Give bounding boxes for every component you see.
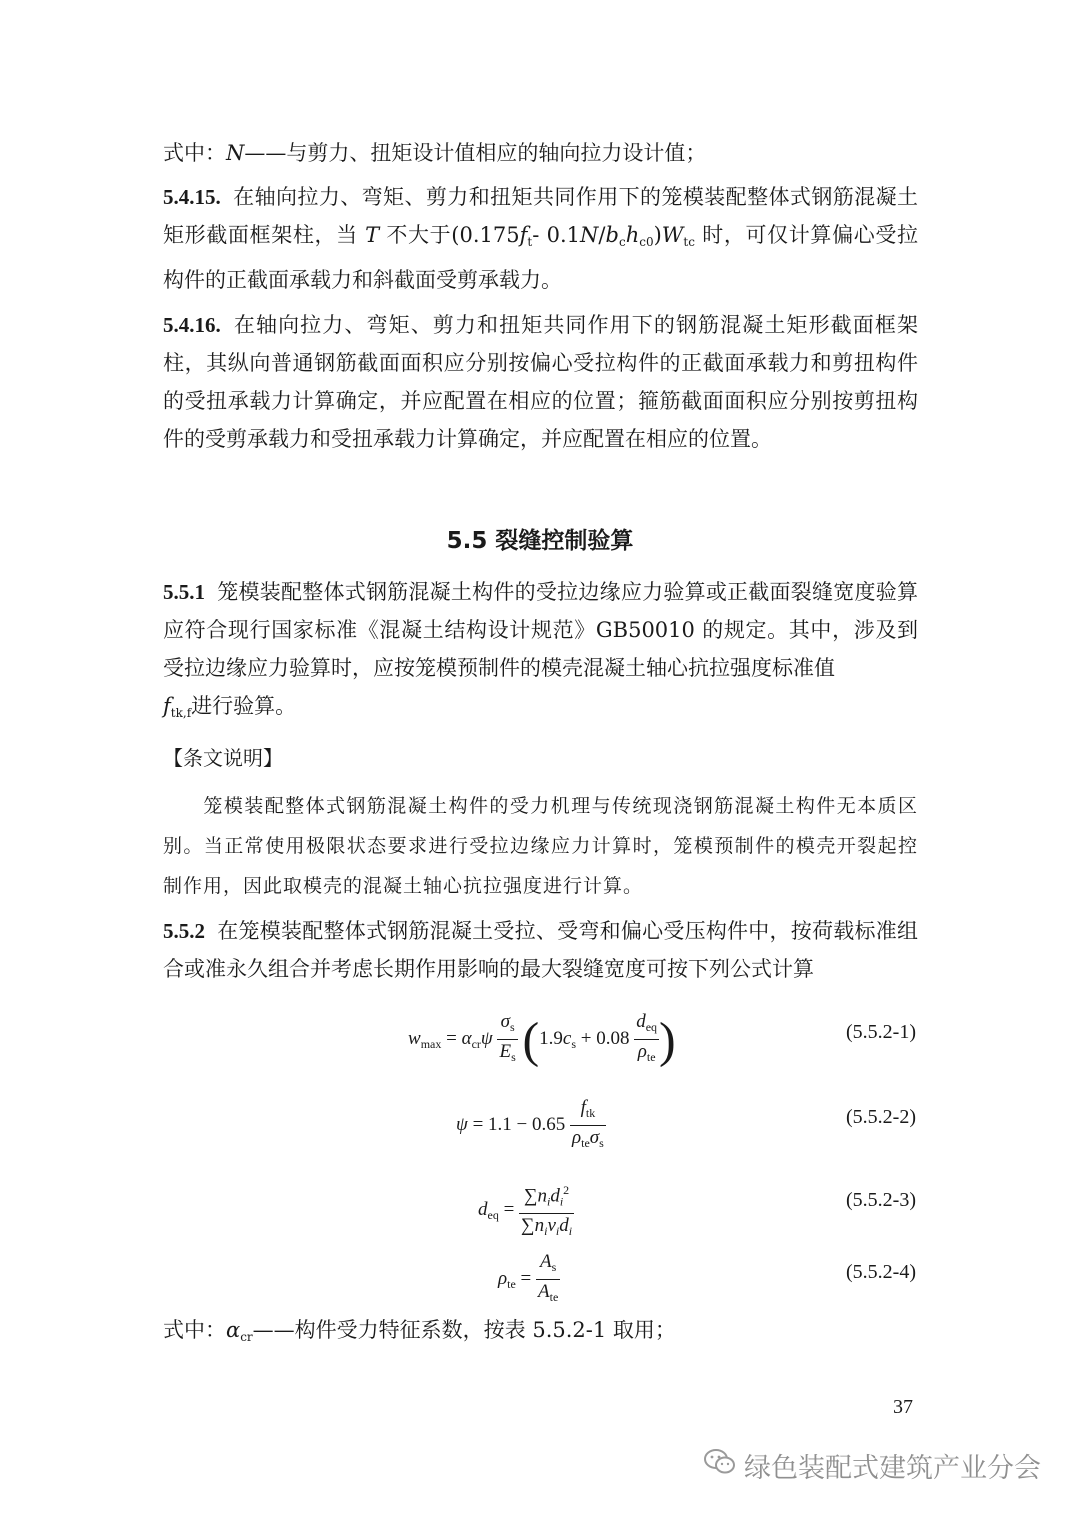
clause-5-4-15 xyxy=(163,178,918,299)
clause-5-4-16 xyxy=(163,306,918,458)
clause-number: 5.5.1 xyxy=(163,580,205,604)
watermark-text: 绿色装配式建筑产业分会 xyxy=(744,1453,1041,1484)
clause-text: 在轴向拉力、弯矩、剪力和扭矩共同作用下的钢筋混凝土矩形截面框架柱，其纵向普通钢筋截面面积应分别按偏心受拉构件的正截面承载力和剪扭构件的受扭承载力计算确定，并应配置在相应的位置；箍筋截面面积应分别按剪扭构件的受剪承载力和受扭承载力计算确定，并应配置在相应的位置。 xyxy=(163,313,918,451)
clause-number: 5.5.2 xyxy=(163,919,205,943)
note-body xyxy=(163,786,918,906)
clause-number: 5.4.16. xyxy=(163,313,221,337)
section-title: 5.5 裂缝控制验算 xyxy=(446,528,634,554)
formula-note-N: 式中：N——与剪力、扭矩设计值相应的轴向拉力设计值； xyxy=(163,141,707,165)
page-number: 37 xyxy=(893,1396,913,1418)
equation-number: (5.5.2-2) xyxy=(846,1106,916,1128)
note-text: 笼模装配整体式钢筋混凝土构件的受力机理与传统现浇钢筋混凝土构件无本质区别。当正常使用极限状态要求进行受拉边缘应力计算时，笼模预制件的模壳开裂起控制作用，因此取模壳的混凝土轴心抗拉强度进行计算。 xyxy=(163,795,918,897)
clause-5-5-2 xyxy=(163,912,918,988)
note-header: 【条文说明】 xyxy=(163,746,283,770)
clause-text-end: 进行验算。 xyxy=(191,694,297,718)
equation-5-5-2-3: $d_{eq}$ = $\frac{\sum n_id_i^2}{\sum n_iv_id_i}$ xyxy=(478,1178,574,1243)
clause-number: 5.4.15. xyxy=(163,185,221,209)
wechat-icon xyxy=(704,1448,736,1483)
equation-5-5-2-2: ψ = 1.1 − 0.65 $\frac{f_{tk}}{\rho_{te}\sigma_s}$ xyxy=(456,1097,604,1150)
equation-number: (5.5.2-1) xyxy=(846,1021,916,1043)
equation-number: (5.5.2-4) xyxy=(846,1261,916,1283)
formula-note-alpha: 式中：$\alpha_{cr}——$构件受力特征系数，按表 5.5.2-1 取用； xyxy=(163,1318,676,1344)
clause-text: 在轴向拉力、弯矩、剪力和扭矩共同作用下的笼模装配整体式钢筋混凝土矩形截面框架柱，当 T 不大于($0.175f_t-$ $0.1N/b_ch_{c0})W_{tc}$ 时，可仅计算偏心受拉构件的正截面承载力和斜截面受剪承载力。 xyxy=(163,185,918,292)
clause-text: 在笼模装配整体式钢筋混凝土受拉、受弯和偏心受压构件中，按荷载标准组合或准永久组合并考虑长期作用影响的最大裂缝宽度可按下列公式计算 xyxy=(163,919,918,981)
clause-5-5-1: 5.5.1 笼模装配整体式钢筋混凝土构件的受拉边缘应力验算或正截面裂缝宽度验算应符合现行国家标准《混凝土结构设计规范》GB50010 的规定。其中，涉及到受拉边缘应力验算时，应按笼模预制件的模壳混凝土轴心抗拉强度标准值 $f_{tk,f}$进行验算。 xyxy=(163,580,918,720)
clause-text: 笼模装配整体式钢筋混凝土构件的受拉边缘应力验算或正截面裂缝宽度验算应符合现行国家标准《混凝土结构设计规范》GB50010 的规定。其中，涉及到受拉边缘应力验算时，应按笼模预制件的模壳混凝土轴心抗拉强度标准值 xyxy=(163,580,918,680)
equation-number: (5.5.2-3) xyxy=(846,1189,916,1211)
equation-5-5-2-1: $w_{max} = \alpha_{cr}\psi$ $\frac{\sigma_s}{E_s}$ ($1.9c_s + 0.08$ $\frac{d_{eq}}{\rho_{te}}$ ) xyxy=(408,1011,676,1068)
equation-5-5-2-4: $\rho_{te}$ = $\frac{A_s}{A_{te}}$ xyxy=(498,1251,559,1304)
watermark xyxy=(704,1446,1041,1485)
